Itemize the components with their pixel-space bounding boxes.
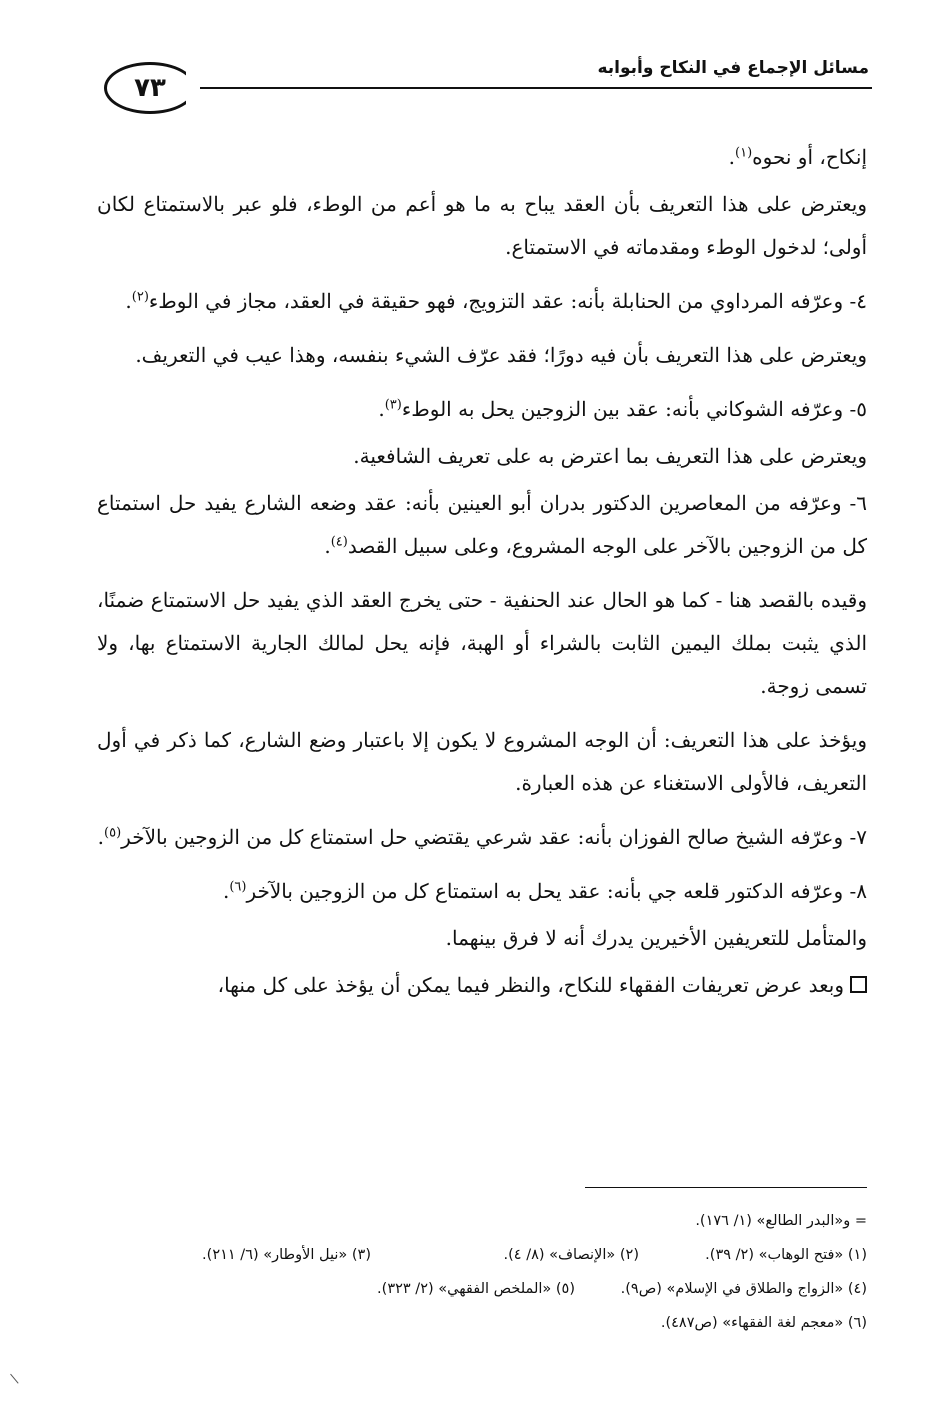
footnote-2: (٢) «الإنصاف» (٨/ ٤). xyxy=(503,1247,639,1263)
paragraph-7: ٦- وعرّفه من المعاصرين الدكتور بدران أبو العينين بأنه: عقد وضعه الشارع يفيد حل استمتاع كل من الزوجين بالآخر على الوجه المشروع، وعلى سبيل القصد$^{(٤)}$. xyxy=(97,491,867,558)
paragraph-3: ٤- وعرّفه المرداوي من الحنابلة بأنه: عقد التزويج، فهو حقيقة في العقد، مجاز في الوطء$^{(٢)}$. xyxy=(125,289,867,313)
oval-gap xyxy=(186,68,200,108)
page-number-oval xyxy=(104,62,196,114)
footnote-row-2 xyxy=(97,1272,867,1306)
paragraph-1: إنكاح، أو نحوه$^{(١)}$. xyxy=(728,145,867,169)
paragraph-4: ويعترض على هذا التعريف بأن فيه دورًا؛ فقد عرّف الشيء بنفسه، وهذا عيب في التعريف. xyxy=(135,343,867,367)
footnote-4: (٤) «الزواج والطلاق في الإسلام» (ص٩). xyxy=(620,1281,867,1297)
footnote-row-1 xyxy=(97,1238,867,1272)
paragraph-2: ويعترض على هذا التعريف بأن العقد يباح به ما هو أعم من الوطء، فلو عبر بالاستمتاع لكان أولى؛ لدخول الوطء ومقدماته في الاستمتاع. xyxy=(97,192,867,259)
page-number: ٧٣ xyxy=(134,73,166,103)
footnote-ref-3[interactable]: (٣) xyxy=(384,397,402,413)
header-rule xyxy=(190,87,872,89)
footnote-ref-2[interactable]: (٢) xyxy=(131,289,149,305)
paragraph-6: ويعترض على هذا التعريف بما اعترض به على تعريف الشافعية. xyxy=(353,444,867,468)
footnote-row-3 xyxy=(97,1306,867,1340)
paragraph-8: وقيده بالقصد هنا - كما هو الحال عند الحنفية - حتى يخرج العقد الذي يفيد حل الاستمتاع ضمنًا، الذي يثبت بملك اليمين الثابت بالشراء أو الهبة، فإنه يحل لمالك الجارية الاستمتاع بها، ولا تسمى زوجة. xyxy=(97,588,867,698)
footnote-ref-5[interactable]: (٥) xyxy=(104,825,122,841)
footnote-5: (٥) «الملخص الفقهي» (٢/ ٣٢٣). xyxy=(377,1281,575,1297)
footnote-ref-6[interactable]: (٦) xyxy=(229,879,247,895)
scan-mark xyxy=(9,1374,18,1384)
footnote-separator xyxy=(585,1187,867,1188)
footnote-ref-1[interactable]: (١) xyxy=(735,145,753,161)
footnote-6: (٦) «معجم لغة الفقهاء» (ص٤٨٧). xyxy=(660,1315,867,1331)
footnotes xyxy=(97,1204,867,1340)
paragraph-12: والمتأمل للتعريفين الأخيرين يدرك أنه لا فرق بينهما. xyxy=(445,926,867,950)
footnote-continuation: = و«البدر الطالع» (١/ ١٧٦). xyxy=(695,1213,867,1229)
footnote-ref-4[interactable]: (٤) xyxy=(330,534,348,550)
paragraph-10: ٧- وعرّفه الشيخ صالح الفوزان بأنه: عقد شرعي يقتضي حل استمتاع كل من الزوجين بالآخر$^{(٥)}$. xyxy=(97,825,867,849)
running-title: مسائل الإجماع في النكاح وأبوابه xyxy=(597,58,869,78)
footnote-3: (٣) «نيل الأوطار» (٦/ ٢١١). xyxy=(202,1247,371,1263)
paragraph-9: ويؤخذ على هذا التعريف: أن الوجه المشروع لا يكون إلا باعتبار وضع الشارع، كما ذكر في أول التعريف، فالأولى الاستغناء عن هذه العبارة. xyxy=(97,728,867,795)
body-text xyxy=(97,136,867,1018)
section-box-icon xyxy=(850,976,867,993)
footnote-1: (١) «فتح الوهاب» (٢/ ٣٩). xyxy=(705,1247,867,1263)
paragraph-13: وبعد عرض تعريفات الفقهاء للنكاح، والنظر فيما يمكن أن يؤخذ على كل منها، xyxy=(97,964,867,1007)
paragraph-5: ٥- وعرّفه الشوكاني بأنه: عقد بين الزوجين يحل به الوطء$^{(٣)}$. xyxy=(378,397,867,421)
paragraph-11: ٨- وعرّفه الدكتور قلعه جي بأنه: عقد يحل به استمتاع كل من الزوجين بالآخر$^{(٦)}$. xyxy=(222,879,867,903)
